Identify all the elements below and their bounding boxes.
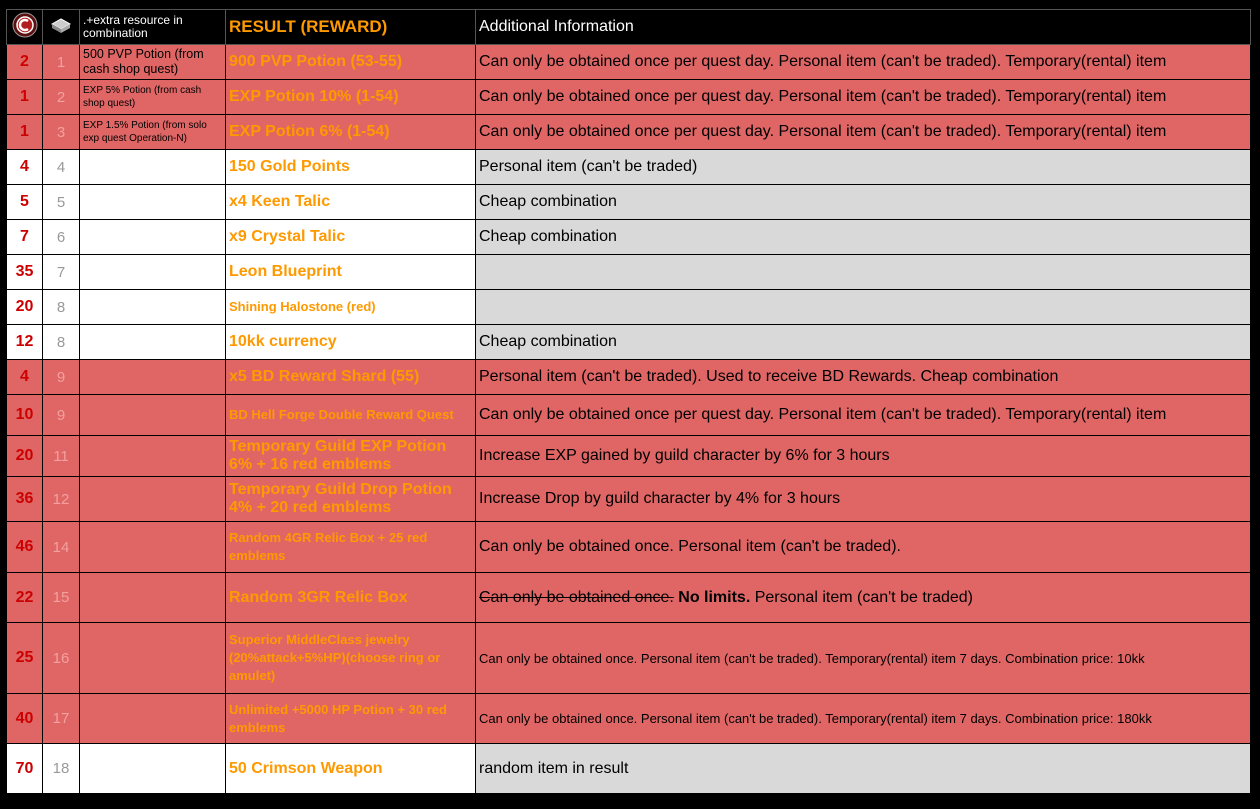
emblem-count-cell: 20 (7, 290, 43, 325)
row-number-cell: 3 (43, 115, 80, 150)
info-cell: Cheap combination (476, 185, 1251, 220)
row-number-cell: 11 (43, 436, 80, 477)
extra-resource-cell: 500 PVP Potion (from cash shop quest) (80, 45, 226, 80)
row-number-cell: 5 (43, 185, 80, 220)
table-row (7, 395, 1251, 436)
row-number-cell: 2 (43, 80, 80, 115)
info-cell: Increase Drop by guild character by 4% for 3 hours (476, 477, 1251, 522)
result-cell: x4 Keen Talic (226, 185, 476, 220)
table-row (7, 694, 1251, 744)
row-number-cell: 12 (43, 477, 80, 522)
info-rest-text: Personal item (can't be traded) (754, 588, 974, 606)
table-row (7, 255, 1251, 290)
table-row (7, 573, 1251, 623)
emblem-count-cell: 10 (7, 395, 43, 436)
extra-resource-cell (80, 255, 226, 290)
info-cell: Can only be obtained once. Personal item (can't be traded). Temporary(rental) item 7 days. Combination price: 10kk (476, 623, 1251, 694)
header-result: RESULT (REWARD) (226, 10, 476, 45)
emblem-count-cell: 35 (7, 255, 43, 290)
table-row (7, 522, 1251, 573)
extra-resource-cell (80, 694, 226, 744)
header-emblem-icon (7, 10, 43, 45)
emblem-count-cell: 25 (7, 623, 43, 694)
info-cell: Can only be obtained once per quest day. Personal item (can't be traded). Temporary(rental) item (476, 115, 1251, 150)
emblem-count-cell: 4 (7, 150, 43, 185)
result-cell: 10kk currency (226, 325, 476, 360)
row-number-cell: 15 (43, 573, 80, 623)
result-cell: EXP Potion 10% (1-54) (226, 80, 476, 115)
row-number-cell: 8 (43, 290, 80, 325)
info-cell (476, 573, 1251, 623)
result-cell: x5 BD Reward Shard (55) (226, 360, 476, 395)
header-item-icon (43, 10, 80, 45)
emblem-count-cell: 1 (7, 80, 43, 115)
row-number-cell: 9 (43, 395, 80, 436)
header-additional-info: Additional Information (476, 10, 1251, 45)
info-cell: random item in result (476, 744, 1251, 794)
result-cell: BD Hell Forge Double Reward Quest (226, 395, 476, 436)
extra-resource-cell (80, 395, 226, 436)
emblem-count-cell: 5 (7, 185, 43, 220)
extra-resource-cell: EXP 5% Potion (from cash shop quest) (80, 80, 226, 115)
table-row (7, 220, 1251, 255)
table-row (7, 115, 1251, 150)
row-number-cell: 9 (43, 360, 80, 395)
emblem-count-cell: 70 (7, 744, 43, 794)
extra-resource-cell: EXP 1.5% Potion (from solo exp quest Operation-N) (80, 115, 226, 150)
info-cell: Personal item (can't be traded) (476, 150, 1251, 185)
extra-resource-cell (80, 744, 226, 794)
row-number-cell: 1 (43, 45, 80, 80)
row-number-cell: 7 (43, 255, 80, 290)
extra-resource-cell (80, 573, 226, 623)
info-cell: Increase EXP gained by guild character by 6% for 3 hours (476, 436, 1251, 477)
result-cell: x9 Crystal Talic (226, 220, 476, 255)
info-cell: Can only be obtained once per quest day. Personal item (can't be traded). Temporary(rental) item (476, 45, 1251, 80)
header-row (7, 10, 1251, 45)
table-row (7, 185, 1251, 220)
row-number-cell: 18 (43, 744, 80, 794)
extra-resource-cell (80, 290, 226, 325)
table-row (7, 477, 1251, 522)
extra-resource-cell (80, 623, 226, 694)
emblem-count-cell: 2 (7, 45, 43, 80)
result-cell: Temporary Guild EXP Potion 6% + 16 red emblems (226, 436, 476, 477)
emblem-count-cell: 1 (7, 115, 43, 150)
extra-resource-cell (80, 185, 226, 220)
result-cell: Random 4GR Relic Box + 25 red emblems (226, 522, 476, 573)
info-cell: Personal item (can't be traded). Used to receive BD Rewards. Cheap combination (476, 360, 1251, 395)
result-cell: Shining Halostone (red) (226, 290, 476, 325)
table-row (7, 360, 1251, 395)
result-cell: EXP Potion 6% (1-54) (226, 115, 476, 150)
row-number-cell: 17 (43, 694, 80, 744)
result-cell: 900 PVP Potion (53-55) (226, 45, 476, 80)
row-number-cell: 6 (43, 220, 80, 255)
info-cell: Can only be obtained once. Personal item (can't be traded). Temporary(rental) item 7 days. Combination price: 180kk (476, 694, 1251, 744)
row-number-cell: 8 (43, 325, 80, 360)
result-cell: Random 3GR Relic Box (226, 573, 476, 623)
row-number-cell: 16 (43, 623, 80, 694)
info-cell: Can only be obtained once per quest day. Personal item (can't be traded). Temporary(rental) item (476, 80, 1251, 115)
result-cell: Unlimited +5000 HP Potion + 30 red emblems (226, 694, 476, 744)
emblem-count-cell: 4 (7, 360, 43, 395)
table-row (7, 623, 1251, 694)
result-cell: Superior MiddleClass jewelry (20%attack+5%HP)(choose ring or amulet) (226, 623, 476, 694)
result-cell: 150 Gold Points (226, 150, 476, 185)
extra-resource-cell (80, 220, 226, 255)
emblem-count-cell: 20 (7, 436, 43, 477)
extra-resource-cell (80, 477, 226, 522)
extra-resource-cell (80, 522, 226, 573)
info-cell: Can only be obtained once. Personal item (can't be traded). (476, 522, 1251, 573)
info-cell: Cheap combination (476, 220, 1251, 255)
extra-resource-cell (80, 436, 226, 477)
emblem-count-cell: 46 (7, 522, 43, 573)
emblem-count-cell: 7 (7, 220, 43, 255)
info-cell (476, 290, 1251, 325)
row-number-cell: 4 (43, 150, 80, 185)
row-number-cell: 14 (43, 522, 80, 573)
header-extra-resource: .+extra resource in combination (80, 10, 226, 45)
extra-resource-cell (80, 325, 226, 360)
emblem-count-cell: 22 (7, 573, 43, 623)
table-row (7, 150, 1251, 185)
result-cell: Leon Blueprint (226, 255, 476, 290)
table-row (7, 744, 1251, 794)
info-cell (476, 255, 1251, 290)
info-strikethrough-text: Can only be obtained once. (479, 588, 674, 606)
info-cell: Cheap combination (476, 325, 1251, 360)
extra-resource-cell (80, 150, 226, 185)
table-row (7, 290, 1251, 325)
info-cell: Can only be obtained once per quest day. Personal item (can't be traded). Temporary(rental) item (476, 395, 1251, 436)
emblem-count-cell: 36 (7, 477, 43, 522)
info-bold-text: No limits. (678, 588, 751, 606)
table-row (7, 80, 1251, 115)
emblem-count-cell: 12 (7, 325, 43, 360)
result-cell: 50 Crimson Weapon (226, 744, 476, 794)
table-row (7, 325, 1251, 360)
combination-table (6, 9, 1251, 794)
emblem-count-cell: 40 (7, 694, 43, 744)
result-cell: Temporary Guild Drop Potion 4% + 20 red emblems (226, 477, 476, 522)
extra-resource-cell (80, 360, 226, 395)
table-row (7, 45, 1251, 80)
table-row (7, 436, 1251, 477)
